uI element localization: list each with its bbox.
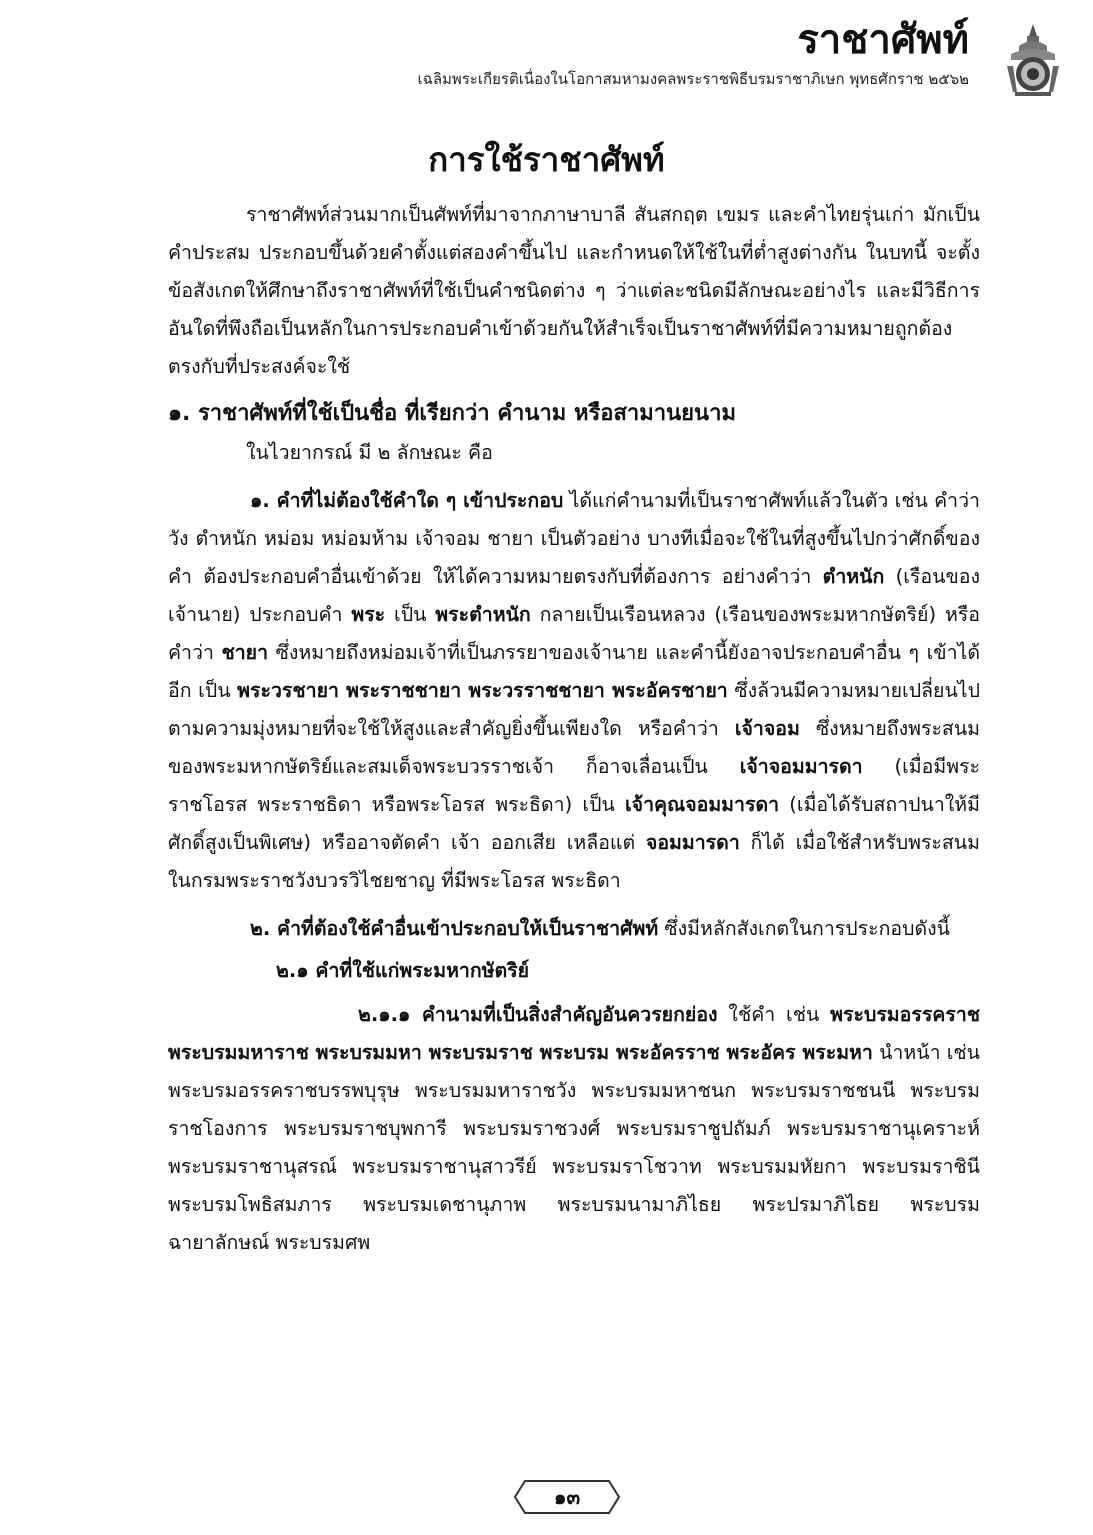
page-header	[173, 16, 1073, 92]
text-run: (เรือนของเจ้านาย) ประกอบคำ	[168, 565, 980, 626]
header-subtitle: เฉลิมพระเกียรติเนื่องในโอกาสมหามงคลพระราชพิธีบรมราชาภิเษก พุทธศักราช ๒๕๖๒	[417, 70, 969, 88]
text-run: ซึ่งมีหลักสังเกตในการประกอบดังนี้	[658, 917, 950, 940]
text-run: นำหน้า เช่น พระบรมอรรคราชบรรพบุรุษ พระบรมมหาราชวัง พระบรมมหาชนก พระบรมราชชนนี พระบรมราชโองการ พระบรมราชบุพการี พระบรมราชวงศ์ พระบรมราชูปถัมภ์ พระบรมราชานุเคราะห์ พระบรมราชานุสรณ์ พระบรมราชานุสาวรีย์ พระบรมราโชวาท พระบรมมหัยกา พระบรมราชินี พระบรมโพธิสมภาร พระบรมเดชานุภาพ พระบรมนามาภิไธย พระปรมาภิไธย พระบรมฉายาลักษณ์ พระบรมศพ	[168, 1041, 980, 1254]
bold-term: พระตำหนัก	[435, 603, 531, 626]
page-number: ๑๓	[553, 1485, 581, 1509]
text-run: ได้แก่คำนามที่เป็นราชาศัพท์แล้วในตัว เช่น คำว่า วัง ตำหนัก หม่อม หม่อมห้าม เจ้าจอม ชายา เป็นตัวอย่าง บางทีเมื่อจะใช้ในที่สูงขึ้นไปกว่าศักดิ์ของคำ ต้องประกอบคำอื่นเข้าด้วย ให้ได้ความหมายตรงกับที่ต้องการ อย่างคำว่า	[168, 489, 980, 588]
text-run: กลายเป็นเรือนหลวง (เรือนของพระมหากษัตริย์) หรือคำว่า	[168, 603, 980, 664]
bold-term: ชายา	[221, 641, 269, 664]
sub-2-1-1-paragraph	[168, 996, 980, 1262]
bold-term: เจ้าจอม	[734, 717, 800, 740]
item-1-paragraph	[168, 482, 980, 900]
bold-term: เจ้าจอมมารดา	[739, 755, 863, 778]
text-run: (เมื่อมีพระราชโอรส พระราชธิดา หรือพระโอรส พระธิดา) เป็น	[168, 755, 980, 816]
text-run: ซึ่งหมายถึงหม่อมเจ้าที่เป็นภรรยาของเจ้านาย และคำนี้ยังอาจประกอบคำอื่น ๆ เข้าได้อีก เป็น	[168, 641, 980, 702]
text-run: ซึ่งล้วนมีความหมายเปลี่ยนไปตามความมุ่งหมายที่จะใช้ให้สูงและสำคัญยิ่งขึ้นเพียงใด หรือคำว่า	[168, 679, 980, 740]
page-footer	[0, 1475, 1093, 1519]
bold-term: ตำหนัก	[822, 565, 885, 588]
bold-term: พระ	[351, 603, 386, 626]
bold-term: พระวรชายา พระราชชายา พระวรราชชายา พระอัครชายา	[237, 679, 728, 702]
bold-term: จอมมารดา	[645, 831, 740, 854]
section-1-intro: ในไวยากรณ์ มี ๒ ลักษณะ คือ	[246, 441, 493, 464]
text-run: เป็น	[385, 603, 436, 626]
section-1-heading: ๑. ราชาศัพท์ที่ใช้เป็นชื่อ ที่เรียกว่า คำนาม หรือสามานยนาม	[168, 401, 736, 426]
bold-term: เจ้าคุณจอมมารดา	[625, 793, 780, 816]
royal-emblem-icon	[1001, 22, 1065, 98]
header-title: ราชาศัพท์	[797, 16, 969, 63]
sub-2-1-heading: ๒.๑ คำที่ใช้แก่พระมหากษัตริย์	[276, 959, 530, 982]
text-run: ใช้คำ เช่น	[717, 1003, 831, 1026]
intro-paragraph: ราชาศัพท์ส่วนมากเป็นศัพท์ที่มาจากภาษาบาลี สันสกฤต เขมร และคำไทยรุ่นเก่า มักเป็นคำประสม ประกอบขึ้นด้วยคำตั้งแต่สองคำขึ้นไป และกำหนดให้ใช้ในที่ต่ำสูงต่างกัน ในบทนี้ จะตั้งข้อสังเกตให้ศึกษาถึงราชาศัพท์ที่ใช้เป็นคำชนิดต่าง ๆ ว่าแต่ละชนิดมีลักษณะอย่างไร และมีวิธีการอันใดที่พึงถือเป็นหลักในการประกอบคำเข้าด้วยกันให้สำเร็จเป็นราชาศัพท์ที่มีความหมายถูกต้องตรงกับที่ประสงค์จะใช้	[168, 203, 980, 378]
page-title: การใช้ราชาศัพท์	[428, 140, 665, 179]
bold-term: พระบรมอรรคราช พระบรมมหาราช พระบรมมหา พระบรมราช พระบรม พระอัครราช พระอัคร พระมหา	[168, 1003, 981, 1064]
item-2-paragraph	[168, 910, 980, 948]
item-2-lead: ๒. คำที่ต้องใช้คำอื่นเข้าประกอบให้เป็นราชาศัพท์	[250, 917, 659, 940]
text-run: ซึ่งหมายถึงพระสนมของพระมหากษัตริย์และสมเด็จพระบวรราชเจ้า ก็อาจเลื่อนเป็น	[168, 717, 980, 778]
text-run: (เมื่อได้รับสถาปนาให้มีศักดิ์สูงเป็นพิเศษ) หรืออาจตัดคำ เจ้า ออกเสีย เหลือแต่	[168, 793, 981, 854]
text-run: ก็ได้ เมื่อใช้สำหรับพระสนมในกรมพระราชวังบวรวิไชยชาญ ที่มีพระโอรส พระธิดา	[168, 831, 980, 892]
item-1-lead: ๑. คำที่ไม่ต้องใช้คำใด ๆ เข้าประกอบ	[250, 489, 564, 512]
sub-2-1-1-lead: ๒.๑.๑ คำนามที่เป็นสิ่งสำคัญอันควรยกย่อง	[358, 1003, 718, 1026]
document-body	[168, 196, 980, 1262]
